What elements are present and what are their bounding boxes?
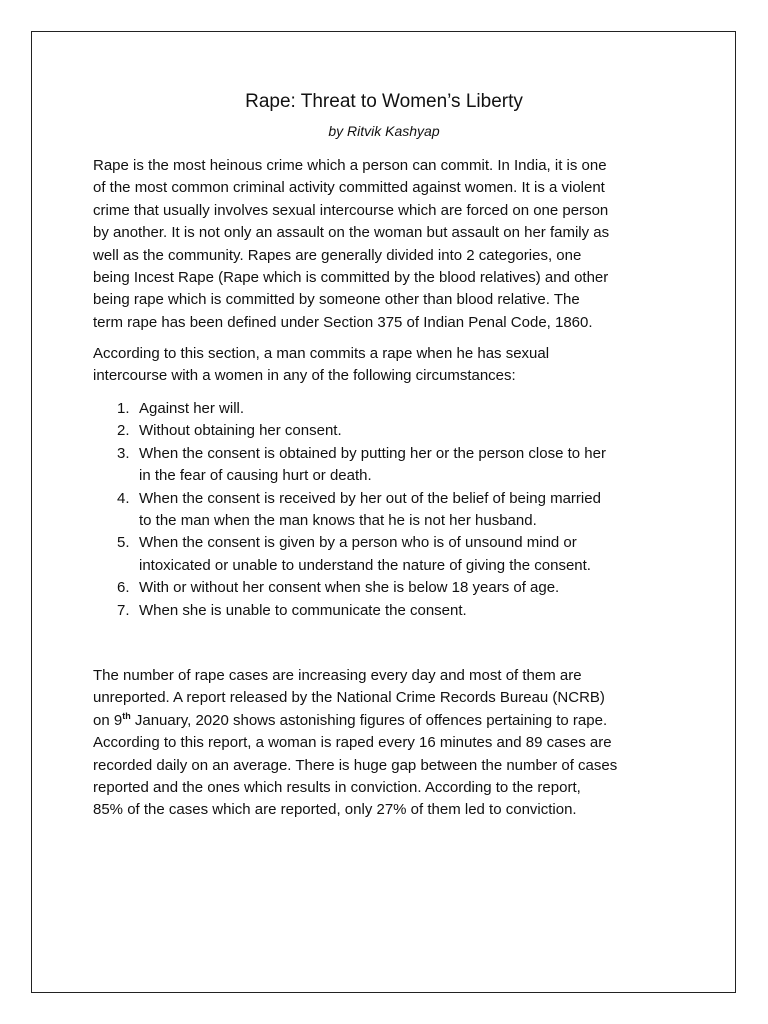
list-number: 7. bbox=[117, 601, 130, 619]
paragraph-line: According to this section, a man commits a rape when he has sexual bbox=[93, 345, 550, 362]
paragraph-line: term rape has been defined under Section 375 of Indian Penal Code, 1860. bbox=[93, 313, 593, 331]
document-title: Rape: Threat to Women’s Liberty bbox=[245, 91, 523, 112]
list-item-text: Against her will. bbox=[139, 400, 245, 417]
list-item bbox=[93, 532, 683, 577]
paragraph-line: crime that usually involves sexual intercourse which are forced on one person bbox=[93, 201, 609, 219]
paragraph-line bbox=[93, 710, 683, 732]
list-item-text: When the consent is received by her out of the belief of being married bbox=[139, 489, 601, 507]
list-item bbox=[93, 420, 683, 442]
author-byline: by Ritvik Kashyap bbox=[328, 123, 440, 139]
paragraph-line: 85% of the cases which are reported, only 27% of them led to conviction. bbox=[93, 801, 577, 819]
list-number: 4. bbox=[117, 489, 130, 507]
section-paragraph bbox=[93, 343, 683, 388]
paragraph-line: intercourse with a women in any of the following circumstances: bbox=[93, 367, 516, 385]
list-item-text: Without obtaining her consent. bbox=[139, 422, 342, 440]
paragraph-line: The number of rape cases are increasing every day and most of them are bbox=[93, 667, 582, 684]
paragraph-line: of the most common criminal activity committed against women. It is a violent bbox=[93, 179, 605, 197]
paragraph-line: reported and the ones which results in conviction. According to the report, bbox=[93, 779, 581, 797]
list-item-text: to the man when the man knows that he is not her husband. bbox=[139, 512, 537, 530]
date-prefix: on 9 bbox=[93, 711, 123, 729]
list-item-text: When she is unable to communicate the consent. bbox=[139, 601, 467, 619]
paragraph-line: unreported. A report released by the National Crime Records Bureau (NCRB) bbox=[93, 689, 605, 707]
paragraph-line: well as the community. Rapes are generally divided into 2 categories, one bbox=[93, 246, 582, 264]
intro-paragraph bbox=[93, 155, 683, 334]
list-number: 2. bbox=[117, 422, 130, 440]
list-item bbox=[93, 398, 683, 420]
list-item-text: When the consent is given by a person who is of unsound mind or bbox=[139, 534, 577, 552]
paragraph-line: recorded daily on an average. There is huge gap between the number of cases bbox=[93, 756, 618, 774]
paragraph-line: being Incest Rape (Rape which is committed by the blood relatives) and other bbox=[93, 269, 609, 287]
list-number: 3. bbox=[117, 444, 130, 462]
list-number: 6. bbox=[117, 579, 130, 597]
list-number: 5. bbox=[117, 534, 130, 552]
statistics-paragraph bbox=[93, 665, 683, 822]
circumstances-list bbox=[93, 398, 683, 622]
ordinal-suffix: th bbox=[122, 710, 131, 721]
list-item bbox=[93, 600, 683, 622]
list-item-text: in the fear of causing hurt or death. bbox=[139, 467, 372, 485]
date-rest: January, 2020 shows astonishing figures of offences pertaining to rape. bbox=[130, 711, 608, 729]
list-item-text: intoxicated or unable to understand the nature of giving the consent. bbox=[139, 556, 591, 574]
list-item-text: With or without her consent when she is below 18 years of age. bbox=[139, 579, 560, 597]
list-item bbox=[93, 577, 683, 599]
list-item bbox=[93, 488, 683, 533]
list-item bbox=[93, 443, 683, 488]
paragraph-line: According to this report, a woman is raped every 16 minutes and 89 cases are bbox=[93, 734, 612, 752]
list-item-text: When the consent is obtained by putting her or the person close to her bbox=[139, 444, 606, 462]
paragraph-line: being rape which is committed by someone other than blood relative. The bbox=[93, 291, 580, 309]
paragraph-line: Rape is the most heinous crime which a person can commit. In India, it is one bbox=[93, 157, 607, 174]
list-number: 1. bbox=[117, 400, 130, 417]
paragraph-line: by another. It is not only an assault on the woman but assault on her family as bbox=[93, 224, 610, 242]
